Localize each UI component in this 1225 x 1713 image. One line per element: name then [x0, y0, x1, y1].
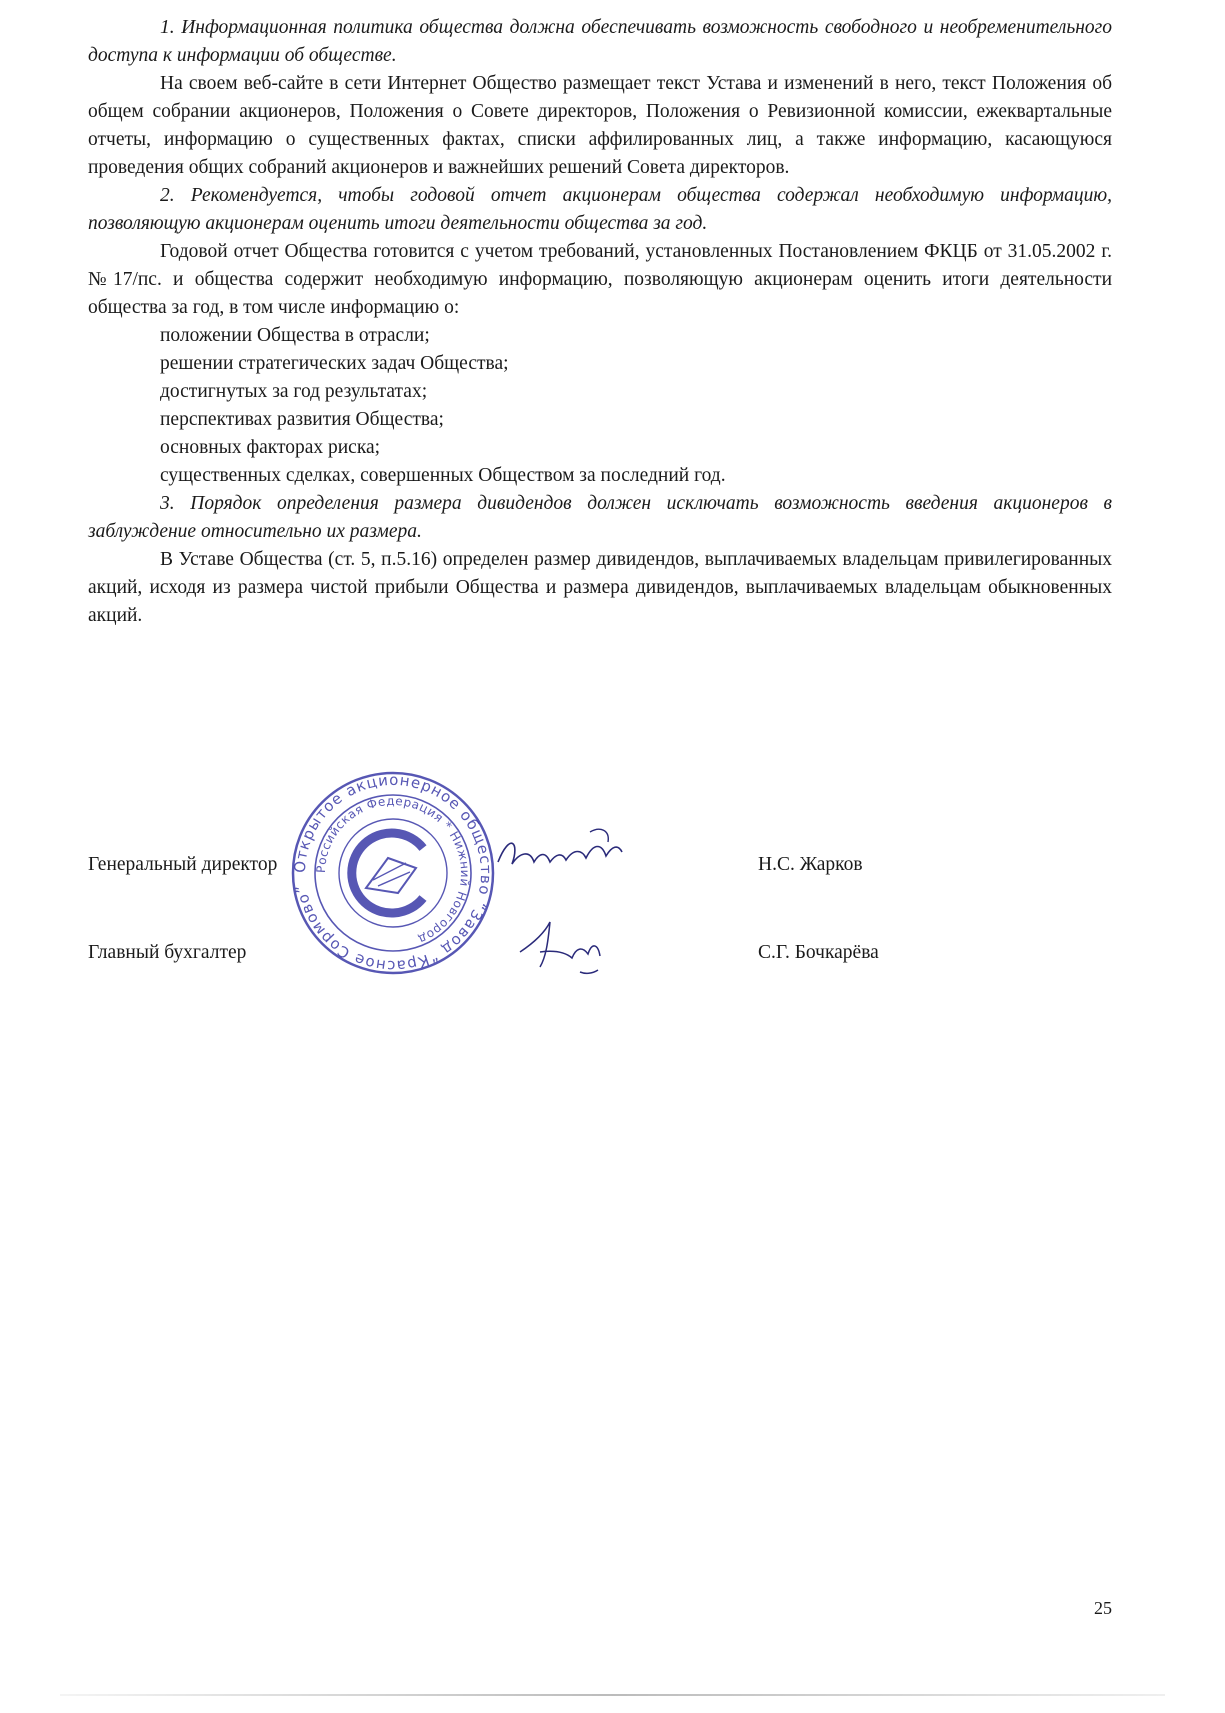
list-item: достигнутых за год результатах; — [160, 381, 428, 402]
paragraph-annual-report: Годовой отчет Общества готовится с учетом требований, установленных Постановлением ФКЦБ от 31.05.2002 г. №17/пс. и общества содержит необходимую информацию, позволяющую акционерам оценить итоги деятельности общества за год, в том числе информацию о: — [88, 241, 1112, 318]
director-name: Н.С. Жарков — [758, 854, 863, 875]
document-body — [88, 14, 1112, 630]
seal-inner-text: Российская Федерация * Нижний Новгород — [313, 793, 473, 947]
paragraph-dividends: В Уставе Общества (ст. 5, п.5.16) определен размер дивидендов, выплачиваемых владельцам привилегированных акций, исходя из размера чистой прибыли Общества и размера дивидендов, выплачиваемых владельцам обыкновенных акций. — [88, 549, 1112, 626]
page-bottom-edge — [60, 1694, 1165, 1696]
principle-2: 2. Рекомендуется, чтобы годовой отчет акционерам общества содержал необходимую информацию, позволяющую акционерам оценить итоги деятельности общества за год. — [88, 185, 1112, 234]
principle-1: 1. Информационная политика общества должна обеспечивать возможность свободного и необременительного доступа к информации об обществе. — [88, 17, 1112, 66]
list-item: перспективах развития Общества; — [160, 409, 444, 430]
list-item: существенных сделках, совершенных Обществом за последний год. — [160, 465, 726, 486]
director-handwritten-signature — [490, 822, 630, 882]
info-list — [88, 322, 1112, 490]
accountant-role: Главный бухгалтер — [88, 942, 247, 963]
paragraph-website: На своем веб-сайте в сети Интернет Общество размещает текст Устава и изменений в него, текст Положения об общем собрании акционеров, Положения о Совете директоров, Положения о Ревизионной комиссии, ежеквартальные отчеты, информацию о существенных фактах, списки аффилированных лиц, а также информацию, касающуюся проведения общих собраний акционеров и важнейших решений Совета директоров. — [88, 73, 1112, 178]
seal-outer-text: Открытое акционерное общество “Завод “Красное Сормово” — [290, 770, 496, 976]
accountant-handwritten-signature — [510, 912, 610, 982]
principle-3: 3. Порядок определения размера дивидендов должен исключать возможность введения акционеров в заблуждение относительно их размера. — [88, 493, 1112, 542]
accountant-name: С.Г. Бочкарёва — [758, 942, 879, 963]
director-role: Генеральный директор — [88, 854, 278, 875]
list-item: положении Общества в отрасли; — [160, 325, 430, 346]
list-item: решении стратегических задач Общества; — [160, 353, 509, 374]
page-number: 25 — [1094, 1598, 1112, 1618]
list-item: основных факторах риска; — [160, 437, 381, 458]
